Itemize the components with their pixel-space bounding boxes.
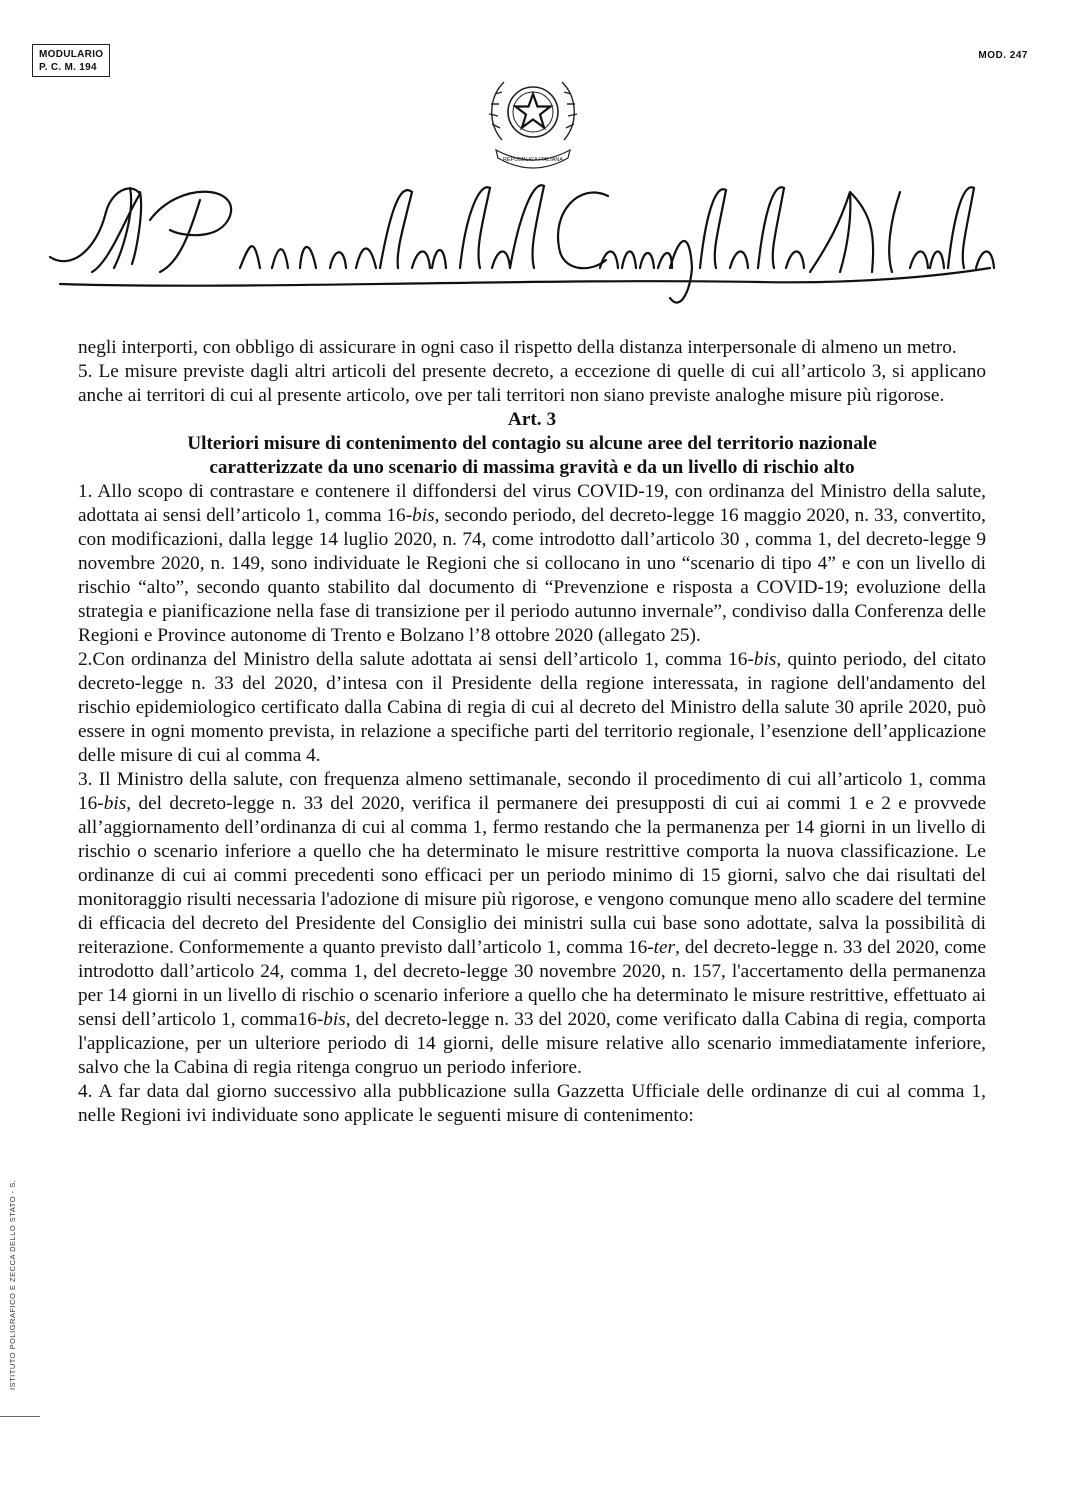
article-subtitle (78, 432, 986, 480)
clause-3-text-c: , del decreto-legge n. 33 del 2020, come introdotto dall’articolo 24, comma 1, del decreto-legge 30 novembre 2020, n. 157, l'accertamento della permanenza per 14 giorni in un livello di rischio o scenario inferiore a quello che ha determinato le misure restrittive, effettuato ai sensi dell’articolo 1, comma16- (78, 937, 986, 1030)
modulario-stamp (32, 44, 110, 77)
clause-1-bis: bis (412, 505, 435, 526)
clause-3-text-d: , del decreto-legge n. 33 del 2020, come verificato dalla Cabina di regia, comporta l'applicazione, per un ulteriore periodo di 14 giorni, delle misure relative allo scenario immediatamente inferiore, salvo che la Cabina di regia ritenga congruo un periodo inferiore. (78, 1009, 986, 1078)
clause-3-ter: ter (653, 937, 676, 958)
stamp-line-1: MODULARIO (39, 49, 104, 60)
republic-emblem (482, 68, 584, 174)
clause-4: 4. A far data dal giorno successivo alla pubblicazione sulla Gazzetta Ufficiale delle ordinanze di cui al comma 1, nelle Regioni ivi individuate sono applicate le seguenti misure di contenimento: (78, 1081, 986, 1126)
clause-3-text-a: 3. Il Ministro della salute, con frequenza almeno settimanale, secondo il procedimento di cui all’articolo 1, comma 16- (78, 769, 986, 814)
clause-3-text-b: , del decreto-legge n. 33 del 2020, verifica il permanere dei presupposti di cui ai commi 1 e 2 e provvede all’aggiornamento dell’ordinanza di cui al comma 1, fermo restando che la permanenza per 14 giorni in un livello di rischio o scenario inferiore a quello che ha determinato le misure restrittive comporta la nuova classificazione. Le ordinanze di cui ai commi precedenti sono efficaci per un periodo minimo di 15 giorni, salvo che dai risultati del monitoraggio risulti necessaria l'adozione di misure più rigorose, e vengono comunque meno allo scadere del termine di efficacia del decreto del Presidente del Consiglio dei ministri sulla cui base sono adottate, salva la possibilità di reiterazione. Conformemente a quanto previsto dall’articolo 1, comma 16- (78, 793, 986, 958)
document-body (78, 336, 986, 1128)
clause-2-text-b: , quinto periodo, del citato decreto-legge n. 33 del 2020, d’intesa con il Presidente della regione interessata, in ragione dell'andamento del rischio epidemiologico certificato dalla Cabina di regia di cui al decreto del Ministro della salute 30 aprile 2020, può essere in ogni momento prevista, in relazione a specifiche parti del territorio regionale, l’esenzione dell’applicazione delle misure di cui al comma 4. (78, 649, 986, 766)
article-title: Art. 3 (507, 409, 557, 430)
emblem-banner-text: REPUBBLICA ITALIANA (502, 157, 564, 163)
paragraph-intro: negli interporti, con obbligo di assicurare in ogni caso il rispetto della distanza interpersonale di almeno un metro. (78, 337, 957, 358)
stamp-line-2: P. C. M. 194 (39, 62, 97, 73)
clause-2 (78, 648, 986, 768)
clause-1-text-b: , secondo periodo, del decreto-legge 16 maggio 2020, n. 33, convertito, con modificazioni, dalla legge 14 luglio 2020, n. 74, come introdotto dall’articolo 30 , comma 1, del decreto-legge 9 novembre 2020, n. 149, sono individuate le Regioni che si collocano in uno “scenario di tipo 4” e con un livello di rischio “alto”, secondo quanto stabilito dal documento di “Prevenzione e risposta a COVID-19; evoluzione della strategia e pianificazione nella fase di transizione per il periodo autunno invernale”, condiviso dalla Conferenza delle Regioni e Province autonome di Trento e Bolzano l’8 ottobre 2020 (allegato 25). (78, 505, 986, 646)
clause-3-bis-1: bis (103, 793, 127, 814)
mod-label: MOD. 247 (978, 50, 1028, 61)
clause-3 (78, 768, 986, 1080)
clause-2-bis: bis (753, 649, 777, 670)
letterhead-calligraphy (40, 172, 1000, 312)
paragraph-5: 5. Le misure previste dagli altri articoli del presente decreto, a eccezione di quelle di cui all’articolo 3, si applicano anche ai territori di cui al presente articolo, ove per tali territori non siano previste analoghe misure più rigorose. (78, 361, 986, 406)
clause-1-text-a: 1. Allo scopo di contrastare e contenere il diffondersi del virus COVID-19, con ordinanza del Ministro della salute, adottata ai sensi dell’articolo 1, comma 16- (78, 481, 986, 526)
margin-rule (0, 1416, 40, 1417)
clause-3-bis-2: bis (323, 1009, 346, 1030)
clause-2-text-a: 2.Con ordinanza del Ministro della salute adottata ai sensi dell’articolo 1, comma 16- (78, 649, 754, 670)
article-subtitle-line-2: caratterizzate da uno scenario di massima gravità e da un livello di rischio alto (209, 457, 855, 478)
clause-1 (78, 480, 986, 648)
margin-imprint: ISTITUTO POLIGRAFICO E ZECCA DELLO STATO - S. (8, 1179, 17, 1390)
article-subtitle-line-1: Ulteriori misure di contenimento del contagio su alcune aree del territorio nazionale (187, 433, 877, 454)
